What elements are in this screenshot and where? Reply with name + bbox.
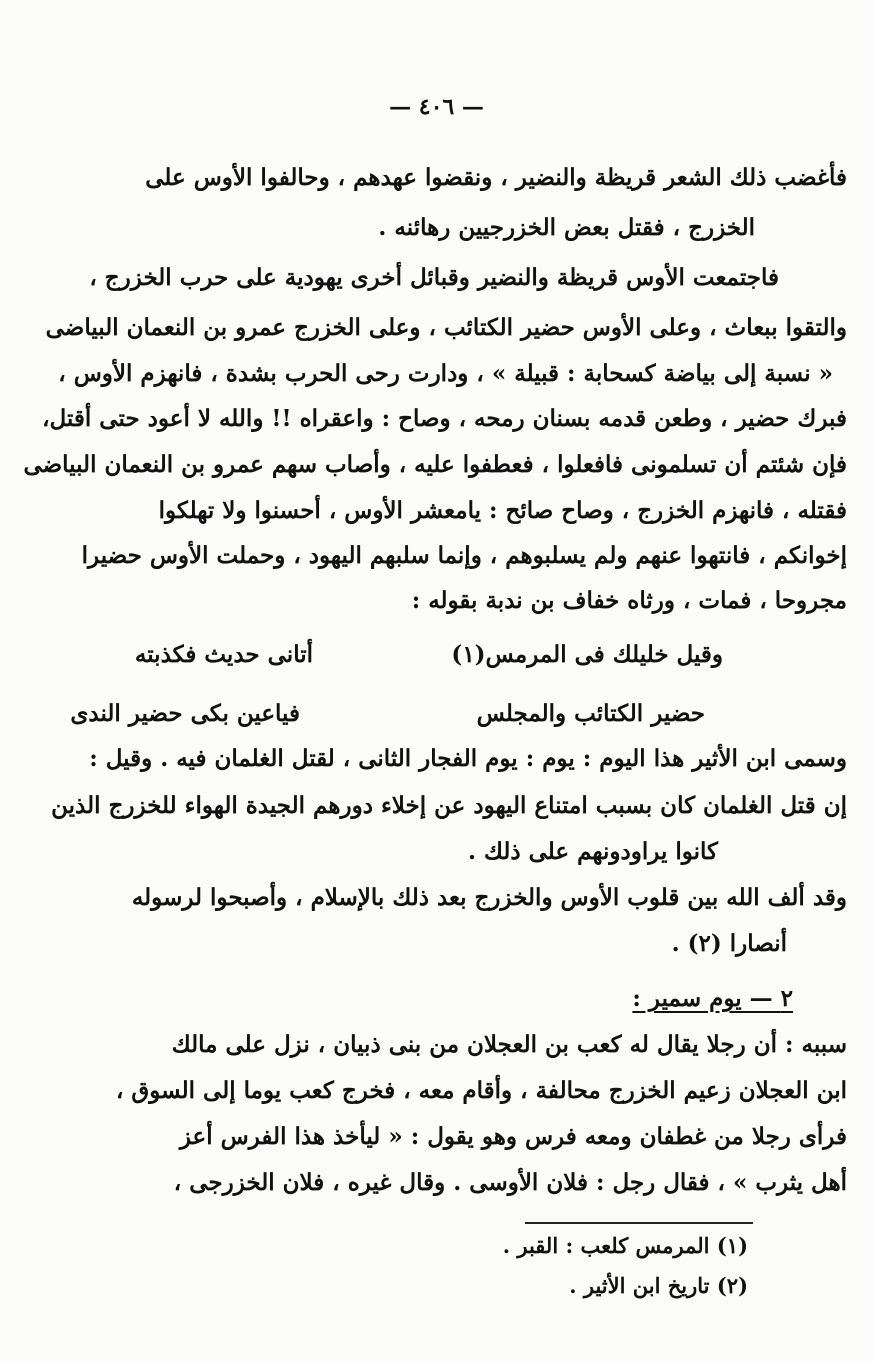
section-heading: ٢ — يوم سمير : — [632, 985, 793, 1012]
text-line: فقتله ، فانهزم الخزرج ، وصاح صائح : يامعشر الأوس ، أحسنوا ولا تهلكوا — [158, 497, 847, 524]
page-number: — ٤٠٦ — — [389, 94, 484, 120]
verse-hemistich: فياعين بكى حضير الندى — [70, 700, 300, 727]
text-line: مجروحا ، فمات ، ورثاه خفاف بن ندبة بقوله : — [411, 587, 847, 614]
text-line: فإن شئتم أن تسلمونى فافعلوا ، فعطفوا عليه ، وأصاب سهم عمرو بن النعمان البياضى — [23, 451, 847, 478]
text-line: وسمى ابن الأثير هذا اليوم : يوم : يوم الفجار الثانى ، لقتل الغلمان فيه . وقيل : — [89, 745, 847, 772]
verse-hemistich: حضير الكتائب والمجلس — [476, 700, 705, 727]
text-line: وقد ألف الله بين قلوب الأوس والخزرج بعد ذلك بالإسلام ، وأصبحوا لرسوله — [131, 884, 847, 911]
text-line: فأغضب ذلك الشعر قريظة والنضير ، ونقضوا عهدهم ، وحالفوا الأوس على — [145, 164, 847, 191]
verse-hemistich: أتانى حديث فكذبته — [134, 641, 313, 668]
footnote: (١) المرمس كلعب : القبر . — [502, 1233, 748, 1258]
text-line: « نسبة إلى بياضة كسحابة : قبيلة » ، ودارت رحى الحرب بشدة ، فانهزم الأوس ، — [58, 360, 833, 387]
footnote: (٢) تاريخ ابن الأثير . — [569, 1273, 748, 1298]
text-line: فبرك حضير ، وطعن قدمه بسنان رمحه ، وصاح : واعقراه !! والله لا أعود حتى أقتل، — [42, 405, 847, 432]
text-line: أنصارا (٢) . — [671, 930, 787, 957]
text-line: إن قتل الغلمان كان بسبب امتناع اليهود عن إخلاء دورهم الجيدة الهواء للخزرج الذين — [51, 792, 847, 819]
text-line: فاجتمعت الأوس قريظة والنضير وقبائل أخرى يهودية على حرب الخزرج ، — [89, 264, 779, 291]
text-line: والتقوا ببعاث ، وعلى الأوس حضير الكتائب ، وعلى الخزرج عمرو بن النعمان البياضى — [45, 314, 847, 341]
text-line: سببه : أن رجلا يقال له كعب بن العجلان من بنى ذبيان ، نزل على مالك — [171, 1031, 847, 1058]
verse-hemistich: وقيل خليلك فى المرمس(١) — [451, 641, 723, 668]
text-line: كانوا يراودونهم على ذلك . — [467, 838, 718, 865]
text-line: أهل يثرب » ، فقال رجل : فلان الأوسى . وقال غيره ، فلان الخزرجى ، — [173, 1169, 847, 1196]
text-line: ابن العجلان زعيم الخزرج محالفة ، وأقام معه ، فخرج كعب يوما إلى السوق ، — [115, 1077, 847, 1104]
footnote-rule — [525, 1222, 753, 1224]
text-line: الخزرج ، فقتل بعض الخزرجيين رهائنه . — [378, 214, 755, 241]
text-line: إخوانكم ، فانتهوا عنهم ولم يسلبوهم ، وإنما سلبهم اليهود ، وحملت الأوس حضيرا — [81, 542, 847, 569]
text-line: فرأى رجلا من غطفان ومعه فرس وهو يقول : « ليأخذ هذا الفرس أعز — [179, 1123, 847, 1150]
